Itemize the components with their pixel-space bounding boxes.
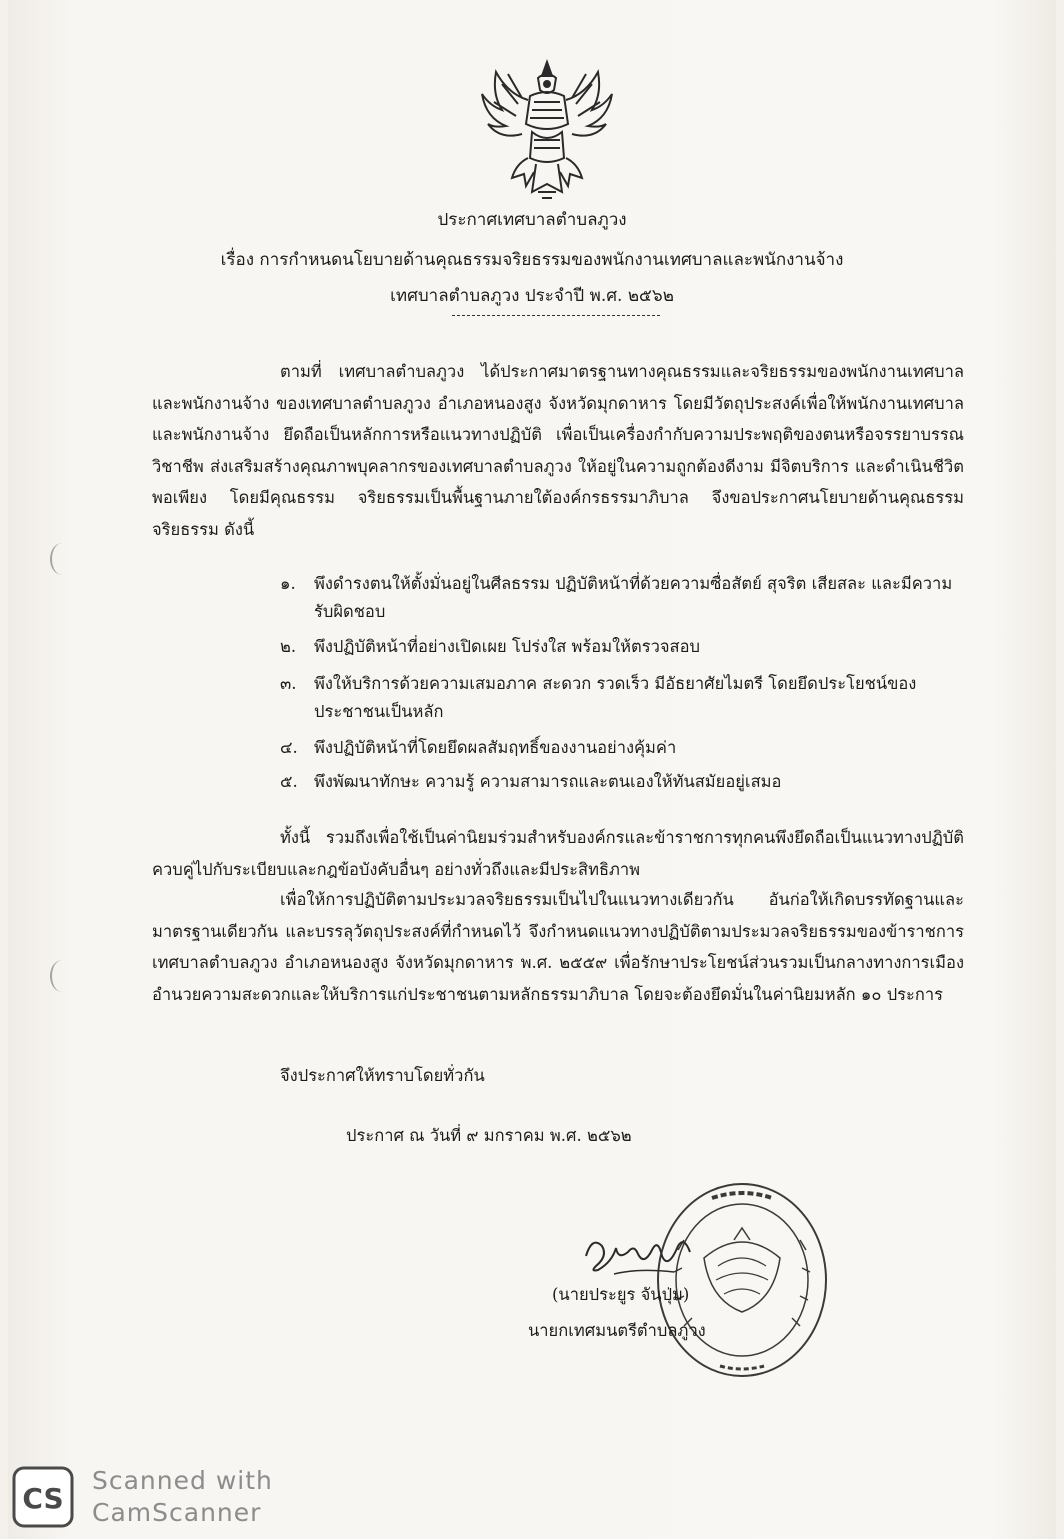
watermark-line2: CamScanner <box>92 1498 262 1527</box>
intro-paragraph: ตามที่ เทศบาลตำบลภูวง ได้ประกาศมาตรฐานทางคุณธรรมและจริยธรรมของพนักงานเทศบาล และพนักงานจ้าง ของเทศบาลตำบลภูวง อำเภอหนองสูง จังหวัดมุกดาหาร โดยมีวัตถุประสงค์เพื่อให้พนักงานเทศบาลและพนักงานจ้าง ยึดถือเป็นหลักการหรือแนวทางปฏิบัติ เพื่อเป็นเครื่องกำกับความประพฤติของตนหรือจรรยาบรรณวิชาชีพ ส่งเสริมสร้างคุณภาพบุคลากรของเทศบาลตำบลภูวง ให้อยู่ในความถูกต้องดีงาม มีจิตบริการ และดำเนินชีวิตพอเพียง โดยมีคุณธรรม จริยธรรมเป็นพื้นฐานภายใต้องค์กรธรรมาภิบาล จึงขอประกาศนโยบายด้านคุณธรรม จริยธรรม ดังนี้ <box>152 362 964 539</box>
garuda-emblem-icon <box>472 54 622 202</box>
announce-line: จึงประกาศให้ทราบโดยทั่วกัน <box>280 1066 485 1085</box>
punch-hole-icon <box>50 543 74 575</box>
signature-icon <box>578 1226 698 1282</box>
signatory-name: (นายประยูร จันปุ่ม) <box>552 1285 690 1304</box>
item-text: พึงพัฒนาทักษะ ความรู้ ความสามารถและตนเองให้ทันสมัยอยู่เสมอ <box>314 772 782 791</box>
item-number: ๒. <box>280 637 297 656</box>
ethics-paragraph: เพื่อให้การปฏิบัติตามประมวลจริยธรรมเป็นไปในแนวทางเดียวกัน อันก่อให้เกิดบรรทัดฐานและมาตรฐานเดียวกัน และบรรลุวัตถุประสงค์ที่กำหนดไว้ จึงกำหนดแนวทางปฏิบัติตามประมวลจริยธรรมของข้าราชการ เทศบาลตำบลภูวง อำเภอหนองสูง จังหวัดมุกดาหาร พ.ศ. ๒๕๕๙ เพื่อรักษาประโยชน์ส่วนรวมเป็นกลางทางการเมือง อำนวยความสะดวกและให้บริการแก่ประชาชนตามหลักธรรมาภิบาล โดยจะต้องยึดมั่นในค่านิยมหลัก ๑๐ ประการ <box>152 890 964 1004</box>
item-text: พึงปฏิบัติหน้าที่อย่างเปิดเผย โปร่งใส พร้อมให้ตรวจสอบ <box>314 637 700 656</box>
watermark-line1: Scanned with <box>92 1466 273 1495</box>
item-text: พึงให้บริการด้วยความเสมอภาค สะดวก รวดเร็ว มีอัธยาศัยไมตรี โดยยึดประโยชน์ของประชาชนเป็นหลัก <box>314 674 917 721</box>
announcement-title: ประกาศเทศบาลตำบลภูวง <box>437 210 627 230</box>
announce-date: ประกาศ ณ วันที่ ๙ มกราคม พ.ศ. ๒๕๖๒ <box>346 1126 632 1145</box>
punch-hole-icon <box>50 960 74 992</box>
camscanner-logo-icon <box>12 1466 74 1528</box>
item-text: พึงปฏิบัติหน้าที่โดยยึดผลสัมฤทธิ์ของงานอย่างคุ้มค่า <box>314 738 677 757</box>
values-paragraph: ทั้งนี้ รวมถึงเพื่อใช้เป็นค่านิยมร่วมสำหรับองค์กรและข้าราชการทุกคนพึงยึดถือเป็นแนวทางปฏิบัติควบคู่ไปกับระเบียบและกฎข้อบังคับอื่นๆ อย่างทั่วถึงและมีประสิทธิภาพ <box>152 828 964 879</box>
item-text: พึงดำรงตนให้ตั้งมั่นอยู่ในศีลธรรม ปฏิบัติหน้าที่ด้วยความซื่อสัตย์ สุจริต เสียสละ และมีความรับผิดชอบ <box>314 574 953 621</box>
item-number: ๑. <box>280 574 296 593</box>
signatory-position: นายกเทศมนตรีตำบลภูวง <box>528 1321 706 1340</box>
title-divider <box>452 315 660 316</box>
logo-text: CS <box>22 1482 64 1515</box>
subject-line-2: เทศบาลตำบลภูวง ประจำปี พ.ศ. ๒๕๖๒ <box>390 286 674 306</box>
item-number: ๕. <box>280 772 298 791</box>
item-number: ๓. <box>280 674 297 693</box>
subject-line: เรื่อง การกำหนดนโยบายด้านคุณธรรมจริยธรรมของพนักงานเทศบาลและพนักงานจ้าง <box>220 250 844 270</box>
item-number: ๔. <box>280 738 298 757</box>
